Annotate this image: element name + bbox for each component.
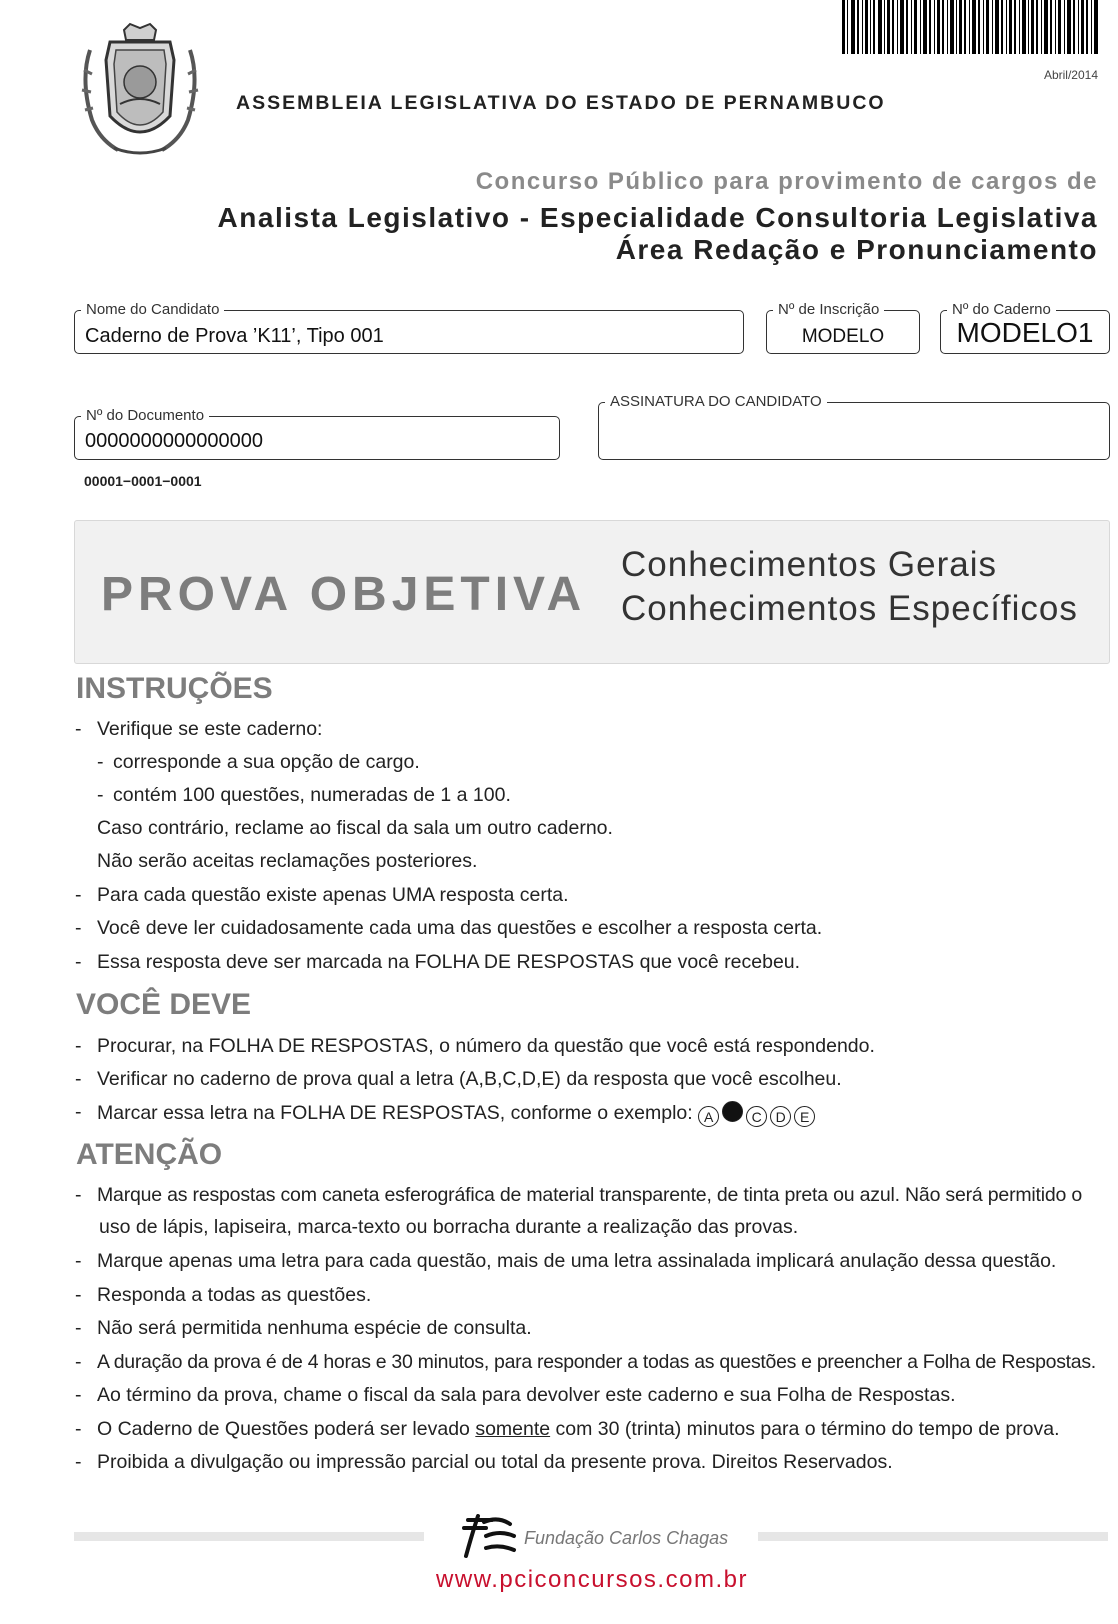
footer-divider-left bbox=[74, 1532, 424, 1541]
attention-heading: ATENÇÃO bbox=[76, 1138, 223, 1171]
registration-number-value: MODELO bbox=[801, 326, 885, 347]
registration-number-label: Nº de Inscrição bbox=[773, 301, 884, 319]
you-must-heading: VOCÊ DEVE bbox=[76, 988, 252, 1021]
document-code: 00001−0001−0001 bbox=[84, 473, 202, 489]
document-number-label: Nº do Documento bbox=[81, 407, 209, 425]
exam-type-banner bbox=[74, 520, 1110, 664]
edition-date: Abril/2014 bbox=[1043, 68, 1098, 82]
booklet-number-label: Nº do Caderno bbox=[947, 301, 1056, 319]
signature-field[interactable] bbox=[598, 393, 1110, 460]
fcc-logo-icon bbox=[458, 1514, 518, 1558]
booklet-number-field[interactable] bbox=[940, 301, 1110, 354]
contest-heading: Concurso Público para provimento de cargos de bbox=[475, 168, 1098, 195]
example-bubble-filled bbox=[722, 1101, 743, 1122]
example-bubble-e: E bbox=[794, 1106, 815, 1127]
example-bubble-c: C bbox=[746, 1106, 767, 1127]
website-link[interactable]: www.pciconcursos.com.br bbox=[436, 1566, 748, 1593]
registration-number-field[interactable] bbox=[766, 301, 920, 354]
signature-label: ASSINATURA DO CANDIDATO bbox=[605, 393, 827, 411]
exam-subject-1: Conhecimentos Gerais bbox=[621, 545, 997, 584]
candidate-name-value: Caderno de Prova ’K11’, Tipo 001 bbox=[85, 325, 384, 347]
attention-item-continuation: uso de lápis, lapiseira, marca-texto ou borracha durante a realização das provas. bbox=[99, 1216, 799, 1238]
foundation-name: Fundação Carlos Chagas bbox=[524, 1528, 729, 1548]
institution-name: ASSEMBLEIA LEGISLATIVA DO ESTADO DE PERNAMBUCO bbox=[236, 92, 886, 114]
candidate-name-field[interactable] bbox=[74, 301, 744, 354]
example-bubble-a: A bbox=[698, 1106, 719, 1127]
instructions-heading: INSTRUÇÕES bbox=[76, 672, 273, 705]
barcode bbox=[842, 0, 1100, 54]
instruction-note: Não serão aceitas reclamações posteriores. bbox=[97, 850, 478, 872]
document-number-value: 0000000000000000 bbox=[85, 430, 263, 452]
position-title-line1: Analista Legislativo - Especialidade Consultoria Legislativa bbox=[217, 202, 1098, 233]
booklet-number-value: MODELO1 bbox=[956, 317, 1094, 348]
document-number-field[interactable] bbox=[74, 407, 560, 460]
position-title-line2: Área Redação e Pronunciamento bbox=[615, 234, 1098, 265]
exam-subject-2: Conhecimentos Específicos bbox=[621, 589, 1078, 628]
example-bubble-d: D bbox=[770, 1106, 791, 1127]
candidate-name-label: Nome do Candidato bbox=[81, 301, 224, 319]
footer-divider-right bbox=[758, 1532, 1108, 1541]
instruction-note: Caso contrário, reclame ao fiscal da sala um outro caderno. bbox=[97, 817, 613, 839]
exam-type-title: PROVA OBJETIVA bbox=[101, 568, 587, 621]
coat-of-arms-seal bbox=[70, 20, 210, 160]
